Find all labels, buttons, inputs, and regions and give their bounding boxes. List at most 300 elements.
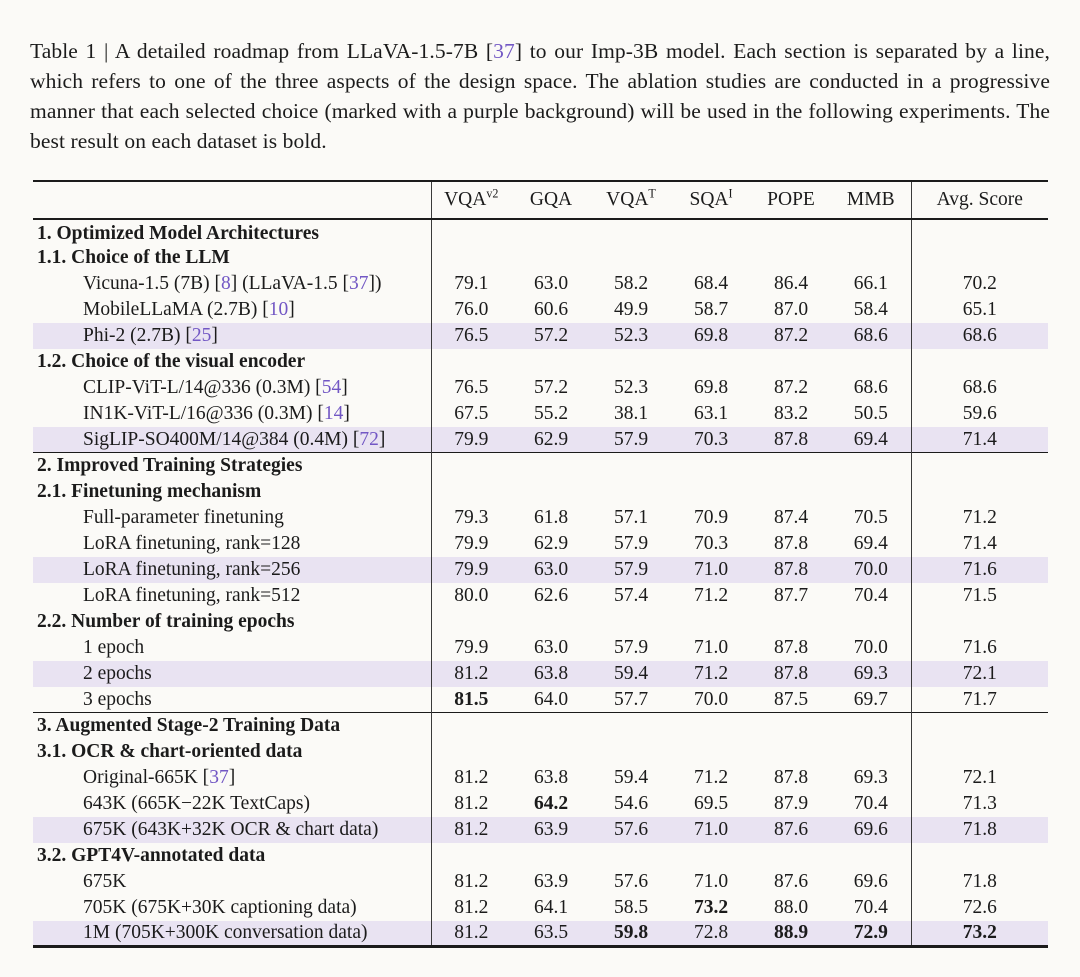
avg-score-value [911, 843, 1048, 869]
text-segment: 2. Improved Training Strategies [37, 455, 303, 476]
table-row [33, 921, 1048, 947]
metric-value [431, 843, 511, 869]
metric-value: 38.1 [613, 402, 649, 424]
table-row [33, 531, 1048, 557]
metric-value: 87.8 [773, 636, 809, 658]
table-row [33, 895, 1048, 921]
row-label [33, 297, 431, 323]
section-heading-row [33, 219, 1048, 245]
text-segment: 1.1. Choice of the LLM [37, 246, 230, 268]
metric-value [831, 219, 911, 245]
metric-value: 71.2 [693, 584, 729, 606]
metric-value [511, 453, 591, 479]
metric-value: 87.9 [773, 792, 809, 814]
avg-score-value: 71.3 [911, 791, 1048, 817]
metric-value: 63.5 [533, 922, 569, 943]
metric-value: 69.8 [693, 324, 729, 346]
avg-score-value [911, 479, 1048, 505]
metric-value: 81.2 [431, 817, 511, 843]
metric-value: 71.0 [693, 636, 729, 658]
metric-value: 70.0 [853, 558, 888, 580]
metric-value: 87.8 [773, 428, 809, 450]
table-row [33, 297, 1048, 323]
metric-value [831, 349, 911, 375]
avg-score-value [911, 713, 1048, 739]
metric-value [751, 843, 831, 869]
metric-value [591, 739, 671, 765]
metric-value: 79.1 [431, 271, 511, 297]
column-header-gqa: GQA [529, 188, 573, 210]
metric-value: 70.4 [853, 584, 888, 606]
section-heading-row [33, 245, 1048, 271]
metric-value: 79.9 [431, 427, 511, 453]
metric-value: 79.9 [431, 557, 511, 583]
citation-link[interactable]: 14 [323, 402, 344, 424]
table-row [33, 791, 1048, 817]
corner-cell [33, 181, 431, 219]
metric-value: 55.2 [533, 402, 569, 424]
metric-value [511, 739, 591, 765]
row-label [33, 817, 431, 843]
metric-value [431, 245, 511, 271]
row-label [33, 557, 431, 583]
metric-value: 69.4 [853, 428, 888, 450]
metric-value [511, 479, 591, 505]
text-segment: 675K (643K+32K OCR & chart data) [83, 818, 379, 840]
section-heading-row [33, 453, 1048, 479]
section-heading-row [33, 843, 1048, 869]
metric-value: 62.6 [533, 584, 569, 606]
text-segment: LoRA finetuning, rank=256 [83, 558, 301, 580]
metric-value: 49.9 [613, 298, 649, 320]
table-header [33, 181, 1048, 219]
metric-value: 86.4 [773, 272, 809, 294]
section-heading [33, 713, 431, 739]
metric-value: 88.0 [773, 896, 809, 918]
metric-value [751, 609, 831, 635]
text-segment: 2.1. Finetuning mechanism [37, 480, 262, 502]
metric-value [511, 609, 591, 635]
text-segment: 1M (705K+300K conversation data) [83, 922, 368, 943]
row-label [33, 869, 431, 895]
citation-link[interactable]: 10 [268, 298, 289, 320]
metric-value: 70.3 [693, 532, 729, 554]
header-superscript: I [728, 186, 733, 201]
metric-value: 63.8 [533, 766, 569, 788]
metric-value: 71.2 [693, 766, 729, 788]
text-segment: 3.2. GPT4V-annotated data [37, 844, 266, 866]
citation-link[interactable]: 8 [221, 272, 231, 294]
text-segment: ] [211, 324, 218, 346]
metric-value: 87.0 [773, 298, 809, 320]
table-row [33, 817, 1048, 843]
metric-value: 87.2 [773, 376, 809, 398]
text-segment: 1.2. Choice of the visual encoder [37, 350, 306, 372]
metric-value: 57.1 [613, 506, 649, 528]
table-row [33, 583, 1048, 609]
table-section-1 [33, 219, 1048, 453]
metric-value: 50.5 [853, 402, 888, 424]
citation-link[interactable]: 37 [348, 272, 369, 294]
metric-value: 70.0 [693, 688, 729, 710]
column-header-vqa-v2: $VQA^{v2}$ [431, 181, 511, 219]
avg-score-value: 71.4 [911, 427, 1048, 453]
avg-score-value: 70.2 [911, 271, 1048, 297]
table-row [33, 375, 1048, 401]
table-row [33, 271, 1048, 297]
metric-value [751, 453, 831, 479]
avg-score-value: 68.6 [911, 375, 1048, 401]
metric-value [591, 843, 671, 869]
metric-value: 73.2 [693, 896, 729, 918]
section-heading [33, 609, 431, 635]
text-segment: LoRA finetuning, rank=128 [83, 532, 301, 554]
metric-value: 58.4 [853, 298, 888, 320]
metric-value: 59.4 [613, 766, 649, 788]
metric-value [431, 713, 511, 739]
metric-value [671, 843, 751, 869]
metric-value: 60.6 [533, 298, 569, 320]
column-header-sqa-i: $SQA^I$ [689, 186, 733, 210]
metric-value: 63.0 [533, 636, 569, 658]
citation-link[interactable]: 37 [493, 38, 515, 63]
text-segment: Phi-2 (2.7B) [ [83, 324, 192, 346]
metric-value [831, 479, 911, 505]
text-segment: MobileLLaMA (2.7B) [ [83, 298, 269, 320]
metric-value: 80.0 [431, 583, 511, 609]
section-heading [33, 245, 431, 271]
metric-value: 70.0 [853, 636, 888, 658]
metric-value [591, 453, 671, 479]
metric-value: 71.0 [693, 818, 729, 840]
metric-value: 58.5 [613, 896, 649, 918]
metric-value: 63.0 [533, 272, 569, 294]
column-header-vqa-t: $VQA^T$ [606, 186, 656, 210]
metric-value [831, 739, 911, 765]
header-superscript: v2 [486, 186, 499, 201]
metric-value [511, 219, 591, 245]
section-heading [33, 479, 431, 505]
section-heading [33, 843, 431, 869]
text-segment: Full-parameter finetuning [83, 506, 284, 528]
metric-value: 79.9 [431, 635, 511, 661]
avg-score-value: 71.4 [911, 531, 1048, 557]
metric-value: 87.4 [773, 506, 809, 528]
metric-value: 63.9 [533, 870, 569, 892]
table-row [33, 401, 1048, 427]
avg-score-value: 71.8 [911, 869, 1048, 895]
metric-value: 57.6 [613, 818, 649, 840]
metric-value: 67.5 [431, 401, 511, 427]
text-segment: 1. Optimized Model Architectures [37, 222, 319, 244]
text-segment: ]) [368, 272, 382, 294]
table-row [33, 323, 1048, 349]
metric-value [591, 245, 671, 271]
metric-value [511, 245, 591, 271]
text-segment: Table 1 | A detailed roadmap from LLaVA-1.5-7B [ [30, 38, 494, 63]
avg-score-value: 72.1 [911, 661, 1048, 687]
metric-value: 58.7 [693, 298, 729, 320]
header-superscript: T [648, 186, 656, 201]
avg-score-value: 72.6 [911, 895, 1048, 921]
metric-value: 57.9 [613, 558, 649, 580]
metric-value [431, 219, 511, 245]
avg-score-value [911, 245, 1048, 271]
metric-value [671, 245, 751, 271]
metric-value: 57.6 [613, 870, 649, 892]
metric-value: 87.6 [773, 818, 809, 840]
row-label [33, 895, 431, 921]
metric-value [591, 713, 671, 739]
text-segment: 2 epochs [83, 662, 152, 684]
row-label [33, 323, 431, 349]
metric-value: 87.2 [773, 324, 809, 346]
metric-value [671, 739, 751, 765]
metric-value: 68.6 [853, 324, 888, 346]
metric-value [751, 479, 831, 505]
avg-score-value: 71.6 [911, 635, 1048, 661]
metric-value: 66.1 [853, 272, 888, 294]
citation-link[interactable]: 72 [359, 428, 379, 450]
metric-value: 68.4 [693, 272, 729, 294]
metric-value: 69.7 [853, 688, 888, 710]
avg-score-value: 71.2 [911, 505, 1048, 531]
metric-value: 70.5 [853, 506, 888, 528]
avg-score-value: 73.2 [911, 921, 1048, 947]
metric-value: 59.4 [613, 662, 649, 684]
metric-value: 70.4 [853, 896, 888, 918]
metric-value [511, 349, 591, 375]
row-label [33, 687, 431, 713]
metric-value: 64.2 [533, 792, 569, 814]
row-label [33, 583, 431, 609]
table-row [33, 635, 1048, 661]
metric-value: 79.9 [431, 531, 511, 557]
metric-value [831, 245, 911, 271]
text-segment: Vicuna-1.5 (7B) [ [83, 272, 221, 294]
metric-value: 70.9 [693, 506, 729, 528]
metric-value [831, 713, 911, 739]
avg-score-value [911, 739, 1048, 765]
metric-value [431, 349, 511, 375]
metric-value: 72.9 [853, 922, 888, 943]
metric-value: 69.6 [853, 818, 888, 840]
text-segment: ] [341, 376, 348, 398]
text-segment: CLIP-ViT-L/14@336 (0.3M) [ [83, 376, 322, 398]
section-heading-row [33, 349, 1048, 375]
text-segment: LoRA finetuning, rank=512 [83, 584, 301, 606]
metric-value: 68.6 [853, 376, 888, 398]
table-row [33, 557, 1048, 583]
section-heading [33, 739, 431, 765]
text-segment: 2.2. Number of training epochs [37, 610, 295, 632]
metric-value: 62.9 [533, 428, 569, 450]
avg-score-value [911, 453, 1048, 479]
column-header-mmb: MMB [846, 188, 895, 210]
metric-value: 71.2 [693, 662, 729, 684]
citation-link[interactable]: 54 [321, 376, 342, 398]
metric-value: 54.6 [613, 792, 649, 814]
text-segment: ] [343, 402, 350, 424]
metric-value: 58.2 [613, 272, 649, 294]
header-row [33, 181, 1048, 219]
section-heading-row [33, 739, 1048, 765]
metric-value: 81.5 [431, 687, 511, 713]
text-segment: 705K (675K+30K captioning data) [83, 896, 357, 918]
metric-value [671, 713, 751, 739]
metric-value [431, 453, 511, 479]
metric-value: 69.3 [853, 766, 888, 788]
avg-score-value: 71.7 [911, 687, 1048, 713]
avg-score-value: 71.8 [911, 817, 1048, 843]
metric-value: 88.9 [773, 922, 809, 943]
metric-value [751, 349, 831, 375]
row-label [33, 765, 431, 791]
metric-value [751, 739, 831, 765]
metric-value [511, 843, 591, 869]
metric-value: 57.7 [613, 688, 649, 710]
section-heading-row [33, 479, 1048, 505]
table-caption [30, 36, 1050, 157]
metric-value: 57.2 [533, 376, 569, 398]
metric-value: 61.8 [533, 506, 569, 528]
metric-value [831, 453, 911, 479]
row-label [33, 271, 431, 297]
results-table [33, 180, 1048, 949]
row-label [33, 505, 431, 531]
metric-value: 69.8 [693, 376, 729, 398]
metric-value: 57.9 [613, 532, 649, 554]
table-section-3 [33, 713, 1048, 947]
text-segment: 3. Augmented Stage-2 Training Data [37, 715, 341, 736]
metric-value [431, 739, 511, 765]
section-heading [33, 219, 431, 245]
row-label [33, 401, 431, 427]
column-header-pope: POPE [767, 188, 815, 210]
citation-link[interactable]: 37 [209, 766, 229, 788]
row-label [33, 921, 431, 947]
metric-value [671, 453, 751, 479]
metric-value [431, 479, 511, 505]
metric-value: 63.1 [693, 402, 729, 424]
metric-value [591, 219, 671, 245]
metric-value [831, 843, 911, 869]
table-row [33, 869, 1048, 895]
metric-value: 76.0 [431, 297, 511, 323]
metric-value: 70.3 [693, 428, 729, 450]
row-label [33, 661, 431, 687]
metric-value: 72.8 [693, 922, 729, 943]
text-segment: 3 epochs [83, 688, 152, 710]
metric-value: 69.4 [853, 532, 888, 554]
metric-value: 57.9 [613, 428, 649, 450]
row-label [33, 531, 431, 557]
section-heading-row [33, 609, 1048, 635]
table-row [33, 687, 1048, 713]
metric-value: 57.4 [613, 584, 649, 606]
avg-score-value: 65.1 [911, 297, 1048, 323]
metric-value [671, 219, 751, 245]
table-section-2 [33, 453, 1048, 713]
metric-value [671, 479, 751, 505]
metric-value [591, 479, 671, 505]
avg-score-value: 68.6 [911, 323, 1048, 349]
metric-value: 57.9 [613, 636, 649, 658]
avg-score-value: 59.6 [911, 401, 1048, 427]
citation-link[interactable]: 25 [191, 324, 212, 346]
metric-value [751, 219, 831, 245]
table-row [33, 505, 1048, 531]
text-segment: 675K [83, 870, 127, 892]
text-segment: Original-665K [ [83, 766, 210, 788]
metric-value: 81.2 [431, 895, 511, 921]
metric-value [751, 245, 831, 271]
text-segment: ] (LLaVA-1.5 [ [230, 272, 349, 294]
metric-value: 64.1 [533, 896, 569, 918]
metric-value: 69.3 [853, 662, 888, 684]
metric-value: 81.2 [431, 921, 511, 947]
metric-value: 69.5 [693, 792, 729, 814]
text-segment: ] [288, 298, 295, 320]
metric-value: 76.5 [431, 375, 511, 401]
text-segment: SigLIP-SO400M/14@384 (0.4M) [ [83, 428, 360, 450]
metric-value: 52.3 [613, 324, 649, 346]
metric-value [511, 713, 591, 739]
metric-value: 83.2 [773, 402, 809, 424]
metric-value: 81.2 [431, 765, 511, 791]
table-row [33, 427, 1048, 453]
metric-value: 63.8 [533, 662, 569, 684]
metric-value: 81.2 [431, 661, 511, 687]
metric-value [831, 609, 911, 635]
metric-value: 87.8 [773, 662, 809, 684]
metric-value: 69.6 [853, 870, 888, 892]
metric-value: 59.8 [613, 922, 649, 943]
metric-value: 71.0 [693, 870, 729, 892]
metric-value [591, 349, 671, 375]
text-segment: 1 epoch [83, 636, 145, 658]
metric-value: 87.5 [773, 688, 809, 710]
metric-value: 63.0 [533, 558, 569, 580]
avg-score-value: 72.1 [911, 765, 1048, 791]
table-row [33, 661, 1048, 687]
avg-score-value [911, 609, 1048, 635]
text-segment: IN1K-ViT-L/16@336 (0.3M) [ [83, 402, 324, 424]
avg-score-value: 71.5 [911, 583, 1048, 609]
metric-value: 64.0 [533, 688, 569, 710]
metric-value: 81.2 [431, 869, 511, 895]
metric-value: 71.0 [693, 558, 729, 580]
column-header-avg-score: Avg. Score [911, 181, 1048, 219]
text-segment: ] [378, 428, 386, 450]
row-label [33, 427, 431, 453]
table-row [33, 765, 1048, 791]
avg-score-value: 71.6 [911, 557, 1048, 583]
metric-value: 87.8 [773, 532, 809, 554]
metric-value: 63.9 [533, 818, 569, 840]
metric-value [671, 609, 751, 635]
metric-value [751, 713, 831, 739]
metric-value: 62.9 [533, 532, 569, 554]
section-heading-row [33, 713, 1048, 739]
metric-value [591, 609, 671, 635]
row-label [33, 635, 431, 661]
section-heading [33, 349, 431, 375]
metric-value: 87.7 [773, 584, 809, 606]
metric-value: 57.2 [533, 324, 569, 346]
row-label [33, 375, 431, 401]
metric-value [671, 349, 751, 375]
